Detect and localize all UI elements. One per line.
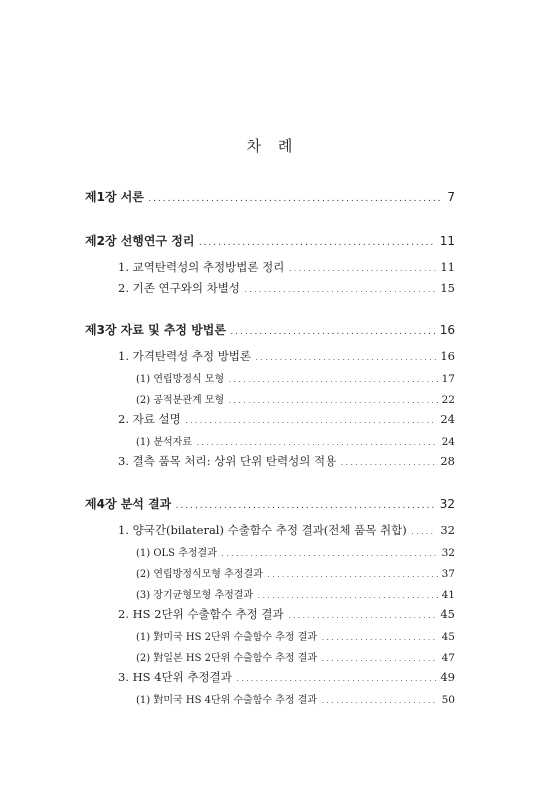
toc-entry-label: 3. 결측 품목 처리: 상위 단위 탄력성의 적용 [118,454,337,468]
toc-entry-page: 22 [441,394,455,406]
leader-dots [267,569,438,580]
toc-entry-page: 16 [440,349,455,363]
toc-entry-page: 47 [441,652,455,664]
toc-entry-page: 24 [441,436,455,448]
toc-entry-subsection[interactable] [136,391,455,409]
toc-entry-subsection[interactable] [136,370,455,388]
toc-entry-section[interactable] [118,669,455,687]
toc-entry-label: (2) 연립방정식모형 추정결과 [136,569,263,580]
leader-dots [236,670,437,684]
toc-entry-label: 제3장 자료 및 추정 방법론 [85,323,226,337]
leader-dots [411,523,437,537]
toc-entry-page: 45 [440,607,455,621]
toc-entry-page: 7 [447,190,455,204]
toc-entry-label: (2) 對일본 HS 2단위 수출함수 추정 결과 [136,653,318,664]
toc-entry-page: 24 [440,412,455,426]
leader-dots [340,454,436,468]
toc-entry-subsection[interactable] [136,433,455,451]
toc-entry-label: 제2장 선행연구 정리 [85,234,195,248]
toc-entry-chapter-2[interactable] [85,232,455,250]
toc-entry-page: 49 [440,670,455,684]
toc-entry-section[interactable] [118,453,455,471]
toc-entry-subsection[interactable] [136,649,455,667]
toc-entry-label: (1) 對미국 HS 4단위 수출함수 추정 결과 [136,695,318,706]
toc-entry-section[interactable] [118,411,455,429]
leader-dots [148,190,443,204]
toc-entry-label: 1. 가격탄력성 추정 방법론 [118,349,252,363]
toc-entry-label: 제4장 분석 결과 [85,497,172,511]
toc-entry-page: 32 [440,523,455,537]
toc-entry-page: 32 [441,547,455,559]
toc-entry-section[interactable] [118,606,455,624]
toc-entry-label: 2. 기존 연구와의 차별성 [118,281,240,295]
toc-entry-chapter-3[interactable] [85,321,455,339]
leader-dots [196,437,438,448]
leader-dots [288,607,437,621]
leader-dots [321,632,438,643]
toc-entry-page: 11 [440,260,455,274]
toc-entry-label: (3) 장기균형모형 추정결과 [136,590,254,601]
toc-entry-chapter-4[interactable] [85,495,455,513]
toc-entry-label: (2) 공적분관계 모형 [136,395,225,406]
leader-dots [198,234,435,248]
toc-entry-label: 제1장 서론 [85,190,144,204]
leader-dots [221,548,438,559]
toc-entry-chapter-1[interactable] [85,188,455,206]
toc-entry-label: (1) OLS 추정결과 [136,548,217,559]
toc-entry-label: 3. HS 4단위 추정결과 [118,670,232,684]
leader-dots [230,323,436,337]
toc-entry-page: 16 [439,323,455,337]
toc-entry-subsection[interactable] [136,691,455,709]
toc-entry-section[interactable] [118,348,455,366]
leader-dots [321,653,438,664]
toc-entry-section[interactable] [118,522,455,540]
leader-dots [288,260,436,274]
leader-dots [244,281,436,295]
leader-dots [175,497,435,511]
toc-entry-label: (1) 분석자료 [136,437,192,448]
toc-entry-label: (1) 연립방정식 모형 [136,374,225,385]
leader-dots [257,590,438,601]
toc-entry-label: 2. HS 2단위 수출함수 추정 결과 [118,607,284,621]
toc-entry-subsection[interactable] [136,586,455,604]
toc-entry-section[interactable] [118,280,455,298]
toc-entry-page: 37 [441,568,455,580]
leader-dots [321,695,438,706]
toc-entry-subsection[interactable] [136,544,455,562]
leader-dots [228,395,437,406]
toc-entry-label: 1. 양국간(bilateral) 수출함수 추정 결과(전체 품목 취합) [118,523,407,537]
toc-entry-label: 1. 교역탄력성의 추정방법론 정리 [118,260,285,274]
toc-entry-label: (1) 對미국 HS 2단위 수출함수 추정 결과 [136,632,318,643]
toc-entry-page: 15 [440,281,455,295]
toc-entry-page: 41 [441,589,455,601]
leader-dots [185,412,437,426]
toc-entry-page: 11 [439,234,455,248]
leader-dots [255,349,436,363]
leader-dots [228,374,437,385]
toc-title: 차 례 [246,137,299,155]
toc-entry-page: 32 [439,497,455,511]
toc-entry-section[interactable] [118,259,455,277]
toc-entry-page: 17 [441,373,455,385]
toc-entry-subsection[interactable] [136,565,455,583]
toc-entry-page: 45 [441,631,455,643]
toc-entry-page: 50 [441,694,455,706]
toc-entry-page: 28 [440,454,455,468]
toc-entry-label: 2. 자료 설명 [118,412,181,426]
toc-entry-subsection[interactable] [136,628,455,646]
